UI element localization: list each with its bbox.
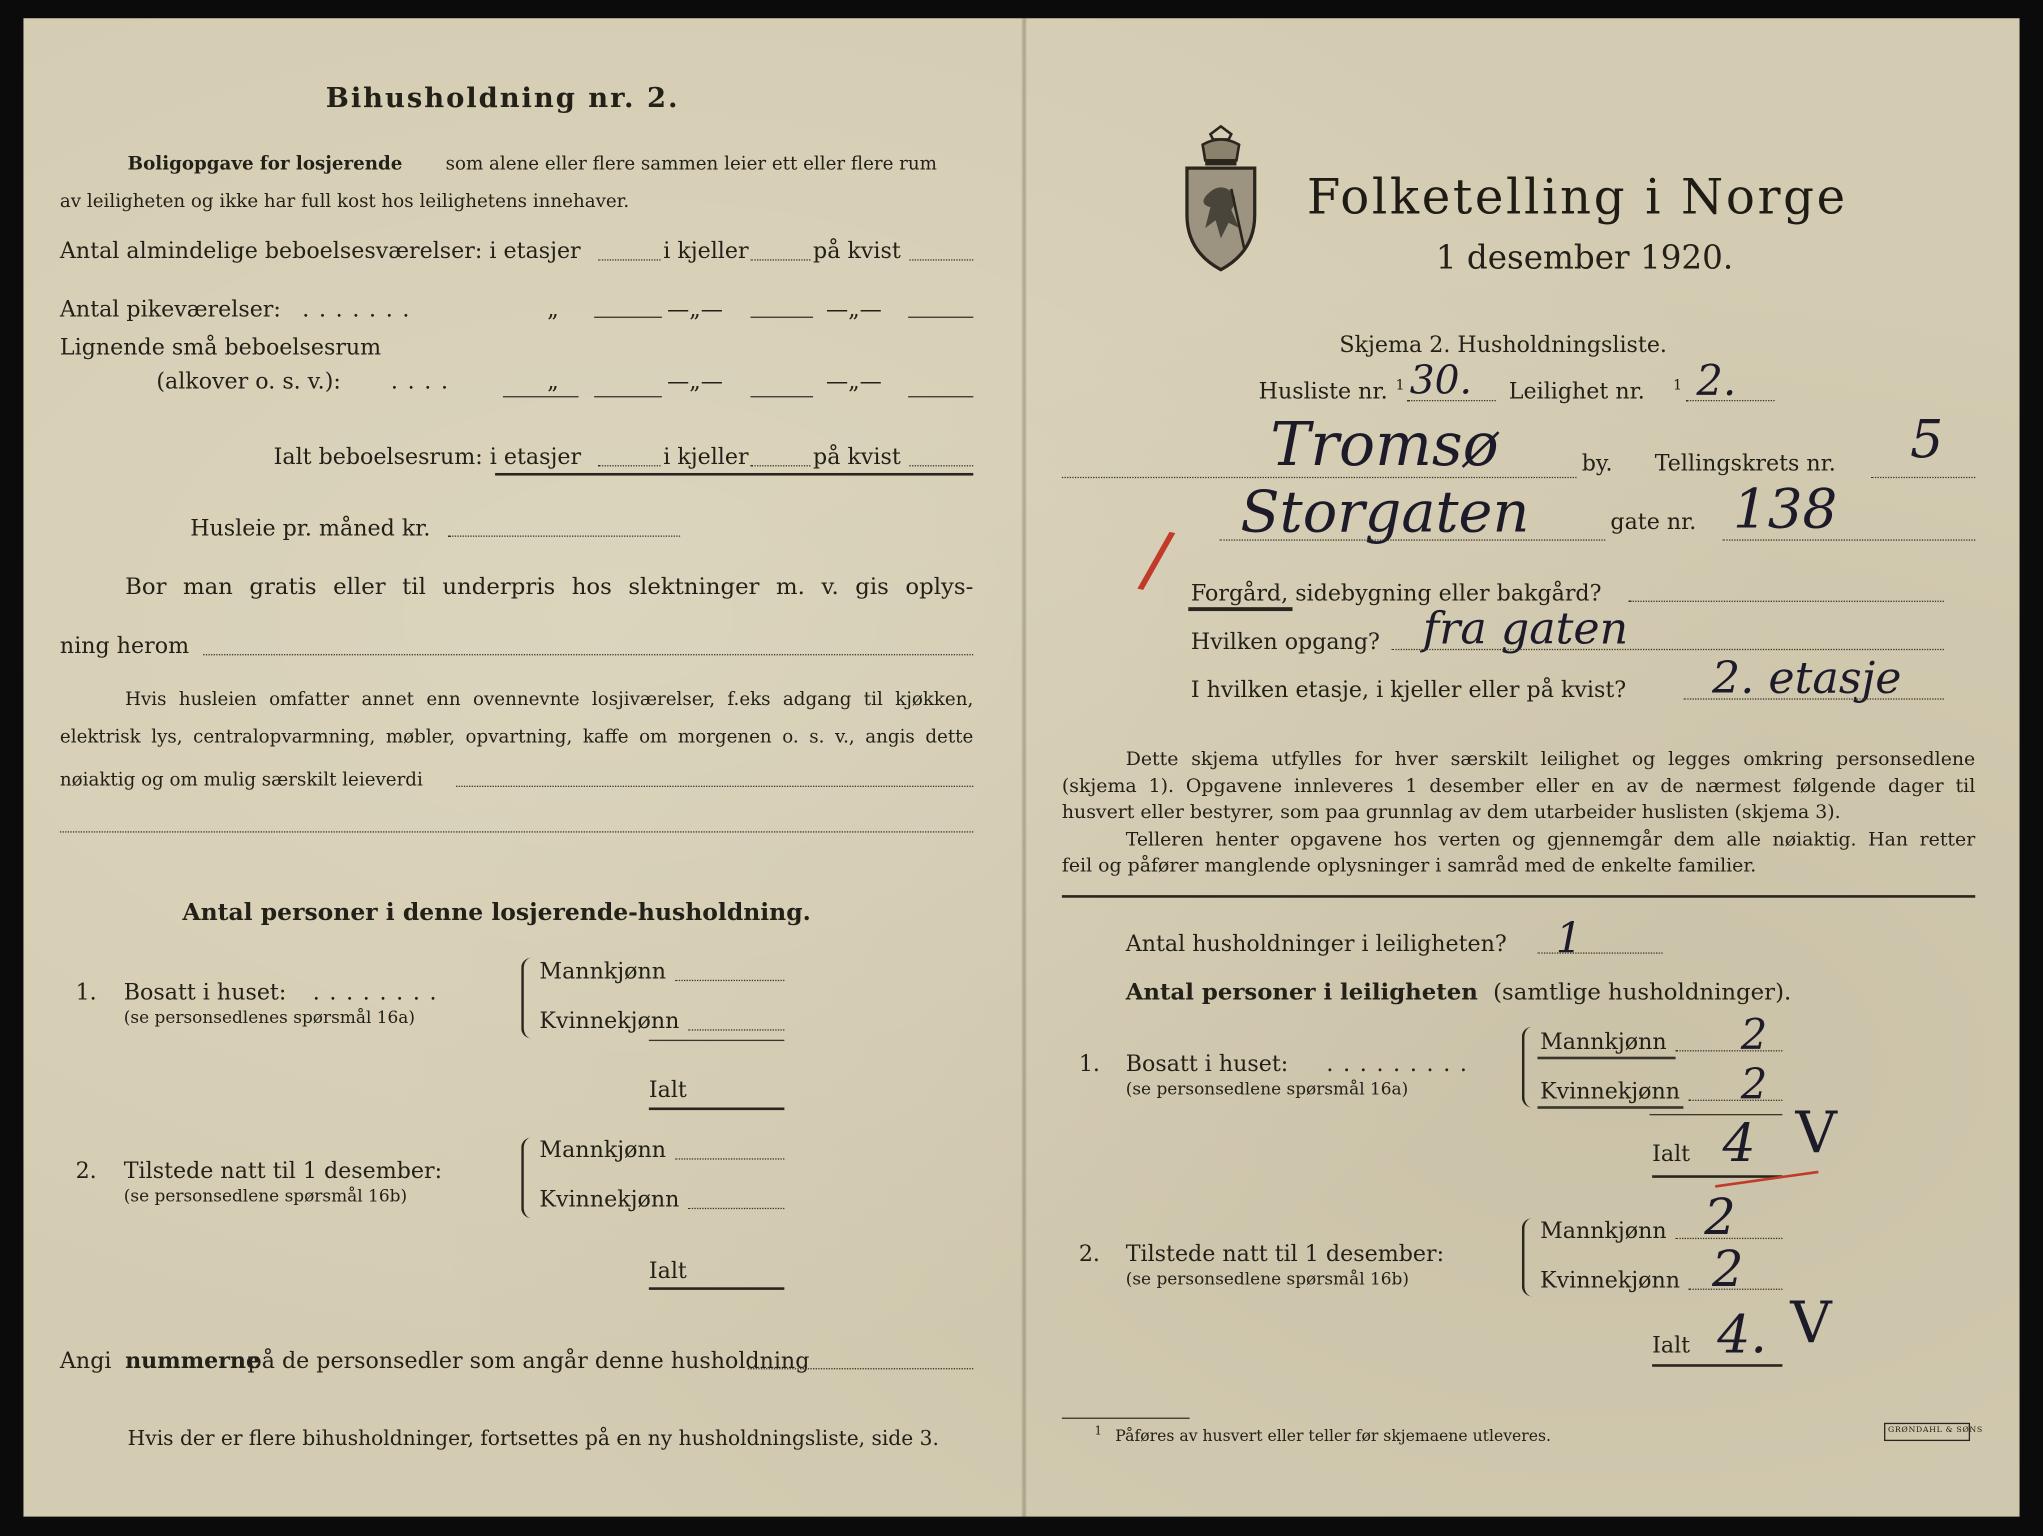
tellingskrets-line	[1871, 477, 1975, 478]
left-q2-ialt: Ialt	[648, 1258, 687, 1285]
forgaard-line	[1629, 601, 1944, 602]
right-q2-check-mark: V	[1790, 1289, 1832, 1357]
left-title: Bihusholdning nr. 2.	[325, 80, 680, 114]
left-q2-mann: Mannkjønn	[539, 1137, 667, 1164]
footnote-mark: 1	[1094, 1425, 1102, 1439]
small-rooms-label-1: Lignende små beboelsesrum	[59, 334, 382, 361]
left-q1-ialt-rule	[649, 1107, 785, 1110]
small-rooms-line-3	[908, 396, 973, 397]
pike-label: Antal pikeværelser:	[59, 297, 281, 324]
instr-line-1: Dette skjema utfylles for hver særskilt leilighet og legges omkring personsedlene	[1125, 749, 1976, 771]
pike-ditto-1: „	[547, 297, 559, 324]
angi-pre: Angi	[59, 1348, 112, 1375]
right-q2-label: Tilstede natt til 1 desember:	[1125, 1241, 1445, 1268]
right-q2-brace	[1522, 1218, 1536, 1296]
intro-bold: Boligopgave for losjerende	[127, 153, 403, 175]
right-q2-ialt-rule	[1652, 1364, 1782, 1367]
left-q2-mann-line	[675, 1158, 784, 1159]
leilighet-footnote-mark: 1	[1672, 376, 1683, 394]
right-q1-sub: (se personsedlene spørsmål 16a)	[1125, 1080, 1409, 1100]
page-fold	[1021, 18, 1026, 1516]
gate-line	[1722, 539, 1975, 540]
pike-ditto-2: —„—	[667, 297, 723, 324]
left-q2-sub: (se personsedlene spørsmål 16b)	[123, 1186, 408, 1207]
leilighet-label: Leilighet nr.	[1508, 379, 1645, 406]
left-q2-ialt-rule	[649, 1287, 785, 1290]
hush-label: Antal husholdninger i leiligheten?	[1125, 931, 1507, 958]
rooms-etasjer-line	[598, 259, 661, 260]
small-rooms-dots: . . . .	[390, 368, 450, 395]
ialt-rule	[495, 473, 973, 476]
right-q1-kvinne: Kvinnekjønn	[1540, 1078, 1681, 1105]
left-q2-kvinne-line	[688, 1208, 784, 1209]
tellingskrets-value[interactable]: 5	[1910, 410, 1944, 471]
right-q1-mann-underline	[1537, 1057, 1675, 1060]
coat-of-arms-icon	[1179, 124, 1262, 274]
footnote-text: Påføres av husvert eller teller før skjemaene utleveres.	[1115, 1426, 1552, 1445]
right-date: 1 desember 1920.	[1435, 238, 1734, 277]
flere-note: Hvis der er flere bihusholdninger, fortsettes på en ny husholdningsliste, side 3.	[127, 1426, 939, 1451]
left-q1-sum-rule	[649, 1040, 785, 1041]
leilighet-value[interactable]: 2.	[1696, 355, 1737, 406]
left-q1-kvinne-line	[688, 1029, 784, 1030]
right-q1-kvinne-line	[1689, 1100, 1783, 1101]
left-q1-mann-line	[675, 980, 784, 981]
pike-line-3	[908, 317, 973, 318]
angi-rest: på de personsedler som angår denne husholdning	[247, 1348, 810, 1375]
husleien-line-3: nøiaktig og om mulig særskilt leieverdi	[59, 770, 423, 791]
city-line	[1062, 477, 1577, 478]
ialt-rooms-label: Ialt beboelsesrum: i etasjer	[273, 444, 582, 471]
skjema-label: Skjema 2. Husholdningsliste.	[1339, 332, 1667, 359]
pike-line-2	[750, 317, 813, 318]
left-q1-dots: . . . . . . . .	[312, 979, 438, 1006]
ialt-kjeller-line	[750, 465, 810, 466]
right-q1-mann: Mannkjønn	[1540, 1029, 1667, 1056]
intro-line2: av leiligheten og ikke har full kost hos leilighetens innehaver.	[59, 191, 630, 213]
left-q1-kvinne: Kvinnekjønn	[539, 1008, 680, 1035]
gate-value[interactable]: 138	[1732, 476, 1838, 541]
opgang-value[interactable]: fra gaten	[1422, 603, 1629, 656]
right-q2-kvinne-value[interactable]: 2	[1712, 1240, 1744, 1298]
etasje-label: I hvilken etasje, i kjeller eller på kvist?	[1190, 677, 1627, 704]
left-q1-sub: (se personsedlenes spørsmål 16a)	[123, 1008, 416, 1029]
city-value[interactable]: Tromsø	[1270, 409, 1499, 480]
small-rooms-ditto-2: —„—	[667, 368, 723, 395]
footnote-rule	[1062, 1418, 1190, 1419]
etasje-line	[1683, 698, 1944, 699]
small-rooms-label-2: (alkover o. s. v.):	[156, 368, 341, 395]
husleie-label: Husleie pr. måned kr.	[190, 515, 431, 543]
hush-value[interactable]: 1	[1555, 913, 1583, 963]
right-q1-kvinne-value[interactable]: 2	[1740, 1059, 1768, 1109]
opgang-line	[1392, 649, 1944, 650]
gratis-line-1: Bor man gratis eller til underpris hos slektninger m. v. gis oplys-	[125, 574, 974, 601]
left-q2-label: Tilstede natt til 1 desember:	[123, 1158, 443, 1185]
small-rooms-line-2	[750, 396, 813, 397]
right-q1-ialt: Ialt	[1652, 1141, 1691, 1168]
husliste-footnote-mark: 1	[1395, 376, 1405, 394]
right-q2-kvinne: Kvinnekjønn	[1540, 1267, 1681, 1294]
pike-ditto-3: —„—	[826, 297, 882, 324]
rooms-label: Antal almindelige beboelsesværelser: i etasjer	[59, 238, 581, 265]
husliste-label: Husliste nr.	[1258, 379, 1388, 406]
right-q2-num: 2.	[1078, 1241, 1100, 1268]
small-rooms-line-1	[594, 396, 662, 397]
right-persons-rest: (samtlige husholdninger).	[1493, 979, 1792, 1006]
street-line	[1220, 539, 1606, 540]
right-q1-label: Bosatt i huset:	[1125, 1051, 1289, 1078]
intro-rest: som alene eller flere sammen leier ett eller flere rum	[445, 153, 937, 175]
right-q1-brace	[1522, 1027, 1536, 1108]
forgaard-underline	[1188, 607, 1292, 611]
printer-mark-box	[1884, 1423, 1983, 1441]
left-q1-num: 1.	[75, 979, 97, 1006]
right-q2-kvinne-line	[1689, 1289, 1783, 1290]
right-q2-sub: (se personsedlene spørsmål 16b)	[1125, 1270, 1410, 1290]
left-q2-kvinne: Kvinnekjønn	[539, 1186, 680, 1214]
leieverdi-line	[456, 786, 973, 787]
pike-line-1	[594, 317, 662, 318]
ialt-kjeller-label: i kjeller	[663, 444, 749, 471]
ialt-kvist-label: på kvist	[813, 444, 901, 471]
rooms-kjeller-line	[750, 259, 810, 260]
etasje-value[interactable]: 2. etasje	[1712, 652, 1902, 705]
forgaard-label: Forgård, sidebygning eller bakgård?	[1190, 581, 1602, 608]
printer-mark: GRØNDAHL & SØNS	[1887, 1425, 1983, 1435]
instr-line-2: (skjema 1). Opgavene innleveres 1 desember eller en av de nærmest følgende dager til	[1061, 776, 1976, 798]
husliste-value[interactable]: 30.	[1409, 358, 1472, 404]
street-value[interactable]: Storgaten	[1240, 479, 1530, 546]
leilighet-line	[1686, 400, 1775, 401]
husleien-line-1: Hvis husleien omfatter annet enn ovennevnte losjiværelser, f.eks adgang til kjøkken,	[125, 689, 974, 711]
right-q2-ialt: Ialt	[1652, 1332, 1691, 1359]
extra-line	[60, 831, 973, 832]
opgang-label: Hvilken opgang?	[1190, 629, 1380, 656]
right-q1-sum-rule	[1650, 1114, 1783, 1115]
right-q2-mann: Mannkjønn	[1540, 1218, 1667, 1245]
small-rooms-ditto-1: „	[547, 368, 559, 395]
left-q1-ialt: Ialt	[648, 1077, 687, 1104]
gratis-line-2: ning herom	[59, 633, 190, 660]
left-q1-label: Bosatt i huset:	[123, 979, 287, 1006]
right-q2-mann-value[interactable]: 2	[1704, 1188, 1736, 1246]
ialt-kvist-line	[909, 465, 973, 466]
husleie-line	[448, 536, 680, 537]
right-q1-dots: . . . . . . . . .	[1326, 1051, 1469, 1078]
left-persons-heading: Antal personer i denne losjerende-husholdning.	[182, 899, 811, 927]
instr-line-3: husvert eller bestyrer, som paa grunnlag av dem utarbeider huslisten (skjema 3).	[1061, 802, 1841, 824]
ialt-etasjer-line	[598, 465, 661, 466]
right-q1-check-mark: V	[1795, 1099, 1837, 1167]
rooms-kjeller-label: i kjeller	[663, 238, 749, 265]
left-q2-num: 2.	[75, 1158, 97, 1185]
right-persons-bold: Antal personer i leiligheten	[1125, 979, 1478, 1006]
right-q2-mann-line	[1676, 1238, 1783, 1239]
right-q1-num: 1.	[1078, 1051, 1100, 1078]
rooms-kvist-label: på kvist	[813, 238, 901, 265]
left-q2-brace	[521, 1137, 535, 1218]
small-rooms-ditto-3: —„—	[826, 368, 882, 395]
rooms-kvist-line	[909, 259, 973, 260]
small-rooms-line-0	[503, 396, 579, 397]
angi-line	[748, 1368, 973, 1369]
gate-label: gate nr.	[1610, 509, 1697, 536]
by-label: by.	[1581, 450, 1613, 477]
instr-rule	[1062, 895, 1975, 898]
hush-line	[1537, 952, 1662, 953]
husliste-line	[1407, 400, 1496, 401]
instr-line-5: feil og påfører manglende oplysninger i samråd med de enkelte familier.	[1061, 856, 1757, 877]
right-q2-ialt-value[interactable]: 4.	[1717, 1305, 1767, 1366]
instr-line-4: Telleren henter opgavene hos verten og gjennemgår dem alle nøiaktig. Han retter	[1125, 829, 1976, 851]
left-q1-mann: Mannkjønn	[539, 958, 667, 986]
right-q1-mann-line	[1676, 1050, 1783, 1051]
red-pencil-mark: /	[1135, 512, 1179, 605]
right-q1-kvinne-underline	[1537, 1106, 1683, 1109]
right-q1-mann-value[interactable]: 2	[1740, 1009, 1768, 1060]
right-title: Folketelling i Norge	[1306, 169, 1848, 226]
husleien-line-2: elektrisk lys, centralopvarmning, møbler, opvartning, kaffe om morgenen o. s. v., angis dette	[59, 727, 974, 748]
right-q1-ialt-value[interactable]: 4	[1722, 1114, 1756, 1174]
gratis-line	[203, 654, 973, 655]
angi-bold: nummerne	[125, 1348, 261, 1375]
pike-dots: . . . . . . .	[302, 297, 411, 324]
tellingskrets-label: Tellingskrets nr.	[1654, 450, 1836, 477]
left-q1-brace	[521, 958, 535, 1039]
